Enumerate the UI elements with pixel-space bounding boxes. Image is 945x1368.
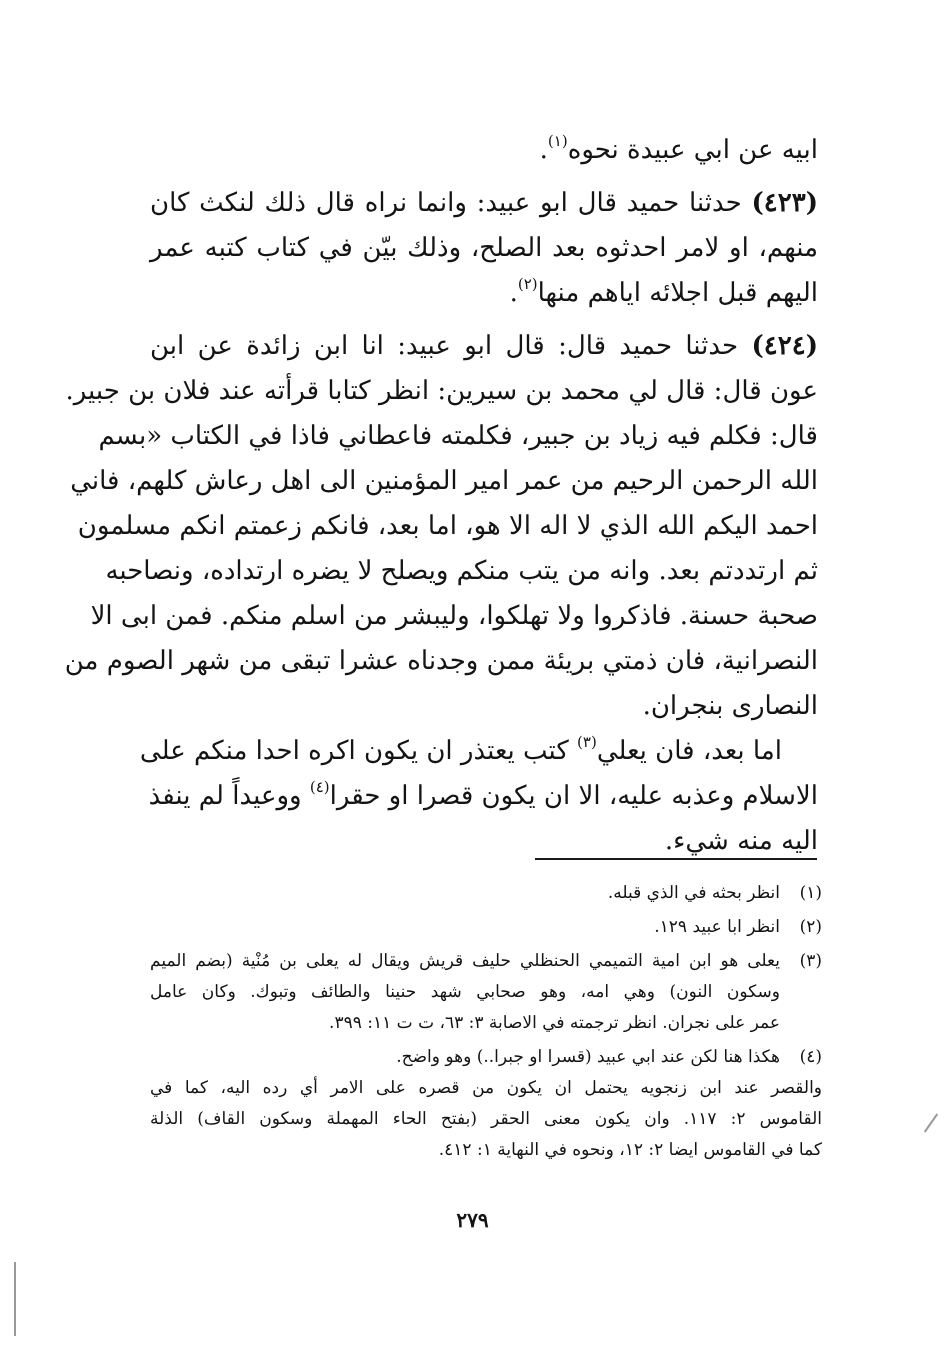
- footnote-ref-3[interactable]: (٣): [577, 733, 597, 751]
- footnote-line: عمر على نجران. انظر ترجمته في الاصابة ٣: ٦٣، ت ت ١١: ٣٩٩.: [329, 1013, 780, 1033]
- text-line: احمد اليكم الله الذي لا اله الا هو، اما بعد، فانكم زعمتم انكم مسلمون: [77, 511, 818, 541]
- text-line: قال: فكلم فيه زياد بن جبير، فكلمته فاعطاني فاذا في الكتاب «بسم: [98, 421, 818, 451]
- footnote-body: [150, 912, 780, 943]
- text-run: حدثنا حميد قال ابو عبيد: وانما نراه قال ذلك لنكث كان: [150, 188, 742, 218]
- footnote-line: وسكون النون) وهي امه، وهو صحابي شهد حنينا والطائف وتبوك. وكان عامل: [150, 982, 780, 1002]
- text-line: [150, 324, 818, 369]
- text-run: .: [509, 278, 518, 308]
- text-run: حدثنا حميد قال: قال ابو عبيد: انا ابن زائدة عن ابن: [150, 331, 739, 361]
- text-line: النصرانية، فان ذمتي بريئة ممن وجدناه عشرا تبقى من شهر الصوم من: [64, 646, 818, 676]
- footnotes-block: [150, 878, 822, 1169]
- footnote-line: هكذا هنا لكن عند ابي عبيد (قسرا او جبرا..) وهو واضح.: [396, 1047, 780, 1067]
- footnote-line: كما في القاموس ايضا ٢: ١٢، ونحوه في النهاية ١: ٤١٢.: [438, 1140, 822, 1160]
- text-line: الله الرحمن الرحيم من عمر امير المؤمنين الى اهل رعاش كلهم، فاني: [70, 466, 818, 496]
- footnote-body: [150, 878, 780, 909]
- footnote-body: [150, 946, 780, 1039]
- footnote-body: [150, 1042, 822, 1166]
- text-line: [139, 729, 818, 774]
- footnote-marker: (٤): [799, 1047, 822, 1067]
- footnote-separator: [535, 858, 817, 860]
- footnote-line: القاموس ٢: ١١٧. وان يكون معنى الحقر (بفتح الحاء المهملة وسكون القاف) الذلة: [150, 1109, 822, 1129]
- paragraph-continuation: [150, 128, 818, 173]
- text-line: [150, 181, 818, 226]
- footnote-4: [150, 1042, 822, 1166]
- text-line: [150, 271, 818, 316]
- footnote-marker: (٣): [799, 951, 822, 971]
- text-run: كتب يعتذر ان يكون اكره احدا منكم على: [139, 736, 569, 766]
- scan-artifact: [14, 1262, 16, 1336]
- footnote-2: [150, 912, 822, 943]
- text-line: ثم ارتددتم بعد. وانه من يتب منكم ويصلح لا يضره ارتداده، ونصاحبه: [105, 556, 818, 586]
- text-line: صحبة حسنة. فاذكروا ولا تهلكوا، وليبشر من اسلم منكم. فمن ابى الا: [90, 601, 818, 631]
- report-number: (٤٢٣): [751, 188, 819, 218]
- paragraph-letter-continued: [139, 729, 818, 864]
- footnote-1: [150, 878, 822, 909]
- text-line: النصارى بنجران.: [642, 691, 818, 721]
- text-line: [150, 128, 818, 173]
- footnote-line: انظر بحثه في الذي قبله.: [607, 883, 780, 903]
- text-line: عون قال: قال لي محمد بن سيرين: انظر كتابا قرأته عند فلان بن جبير.: [65, 376, 818, 406]
- text-line: منهم، او لامر احدثوه بعد الصلح، وذلك بيّن في كتاب كتبه عمر: [150, 233, 818, 263]
- footnote-ref-4[interactable]: (٤): [309, 778, 330, 796]
- text-run: الاسلام وعذبه عليه، الا ان يكون قصرا او حقرا: [329, 781, 818, 811]
- footnote-ref-1[interactable]: (١): [547, 132, 568, 150]
- text-line: اليه منه شيء.: [664, 826, 818, 856]
- footnote-3: [150, 946, 822, 1039]
- text-run: ووعيداً لم ينفذ: [148, 781, 302, 811]
- paragraph-424: [64, 324, 818, 729]
- text-run: ابيه عن ابي عبيدة نحوه: [567, 135, 818, 165]
- footnote-ref-2[interactable]: (٢): [517, 275, 538, 293]
- text-run: اما بعد، فان يعلي: [596, 736, 782, 766]
- footnote-line: انظر ابا عبيد ١٢٩.: [654, 917, 780, 937]
- text-run: .: [539, 135, 548, 165]
- footnote-line: والقصر عند ابن زنجويه يحتمل ان يكون من قصره على الامر أي رده اليه، كما في: [150, 1078, 822, 1098]
- footnote-line: يعلى هو ابن امية التميمي الحنظلي حليف قريش ويقال له يعلى بن مُنْية (بضم الميم: [150, 951, 780, 971]
- text-run: اليهم قبل اجلائه اياهم منها: [537, 278, 818, 308]
- footnote-marker: (١): [799, 883, 822, 903]
- text-line: [150, 774, 818, 819]
- report-number: (٤٢٤): [751, 331, 818, 361]
- footnote-marker: (٢): [799, 917, 822, 937]
- page-number: ٢٧٩: [456, 1208, 489, 1232]
- main-text-block: [64, 128, 819, 864]
- paragraph-423: [150, 181, 818, 316]
- scan-artifact: [924, 1113, 938, 1132]
